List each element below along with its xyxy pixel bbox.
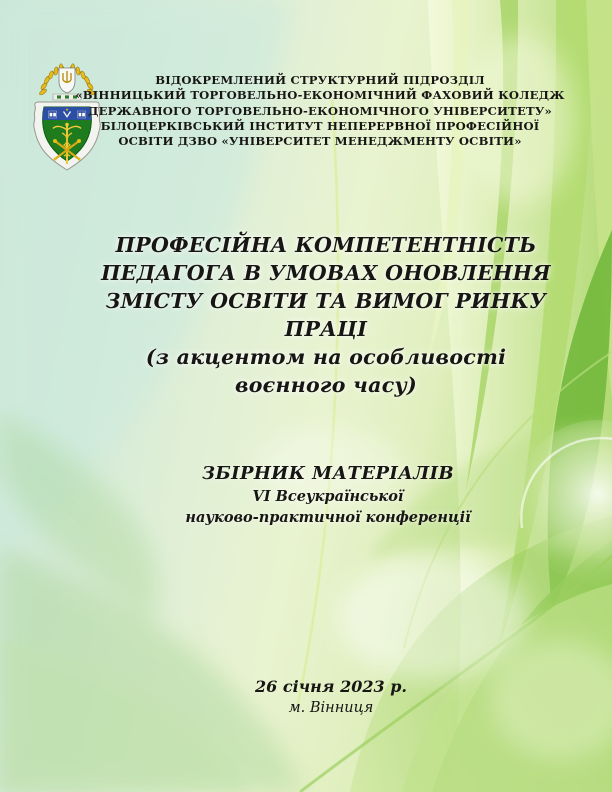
proceedings-line: VI Всеукраїнської (252, 488, 404, 505)
event-city: м. Вінниця (288, 700, 374, 716)
title-subtitle-line: воєнного часу) (234, 373, 418, 397)
event-date: 26 січня 2023 р. (255, 677, 407, 696)
title-line: ПРАЦІ (284, 317, 368, 341)
title-line: ЗМІСТУ ОСВІТИ ТА ВИМОГ РИНКУ (105, 289, 547, 313)
title-line: ПЕДАГОГА В УМОВАХ ОНОВЛЕННЯ (101, 261, 551, 285)
proceedings-heading: ЗБІРНИК МАТЕРІАЛІВ (201, 463, 455, 484)
title-subtitle-line: (з акцентом на особливості (145, 345, 507, 369)
proceedings-block (44, 461, 612, 528)
proceedings-line: науково-практичної конференції (185, 508, 471, 526)
institution-line: ВІДОКРЕМЛЕНИЙ СТРУКТУРНИЙ ПІДРОЗДІЛ (155, 73, 485, 87)
institution-header (28, 73, 612, 149)
event-footer (50, 676, 612, 718)
institution-line: ДЕРЖАВНОГО ТОРГОВЕЛЬНО-ЕКОНОМІЧНОГО УНІВЕРСИТЕТУ» (88, 103, 552, 118)
conference-title (40, 231, 612, 399)
institution-line: БІЛОЦЕРКІВСЬКИЙ ІНСТИТУТ НЕПЕРЕРВНОЇ ПРОФЕСІЙНОЇ (100, 118, 540, 133)
title-line: ПРОФЕСІЙНА КОМПЕТЕНТНІСТЬ (115, 233, 537, 257)
institution-line: «ВІННИЦЬКИЙ ТОРГОВЕЛЬНО-ЕКОНОМІЧНИЙ ФАХОВИЙ КОЛЕДЖ (75, 88, 565, 103)
institution-line: ОСВІТИ ДЗВО «УНІВЕРСИТЕТ МЕНЕДЖМЕНТУ ОСВІТИ» (118, 134, 522, 149)
